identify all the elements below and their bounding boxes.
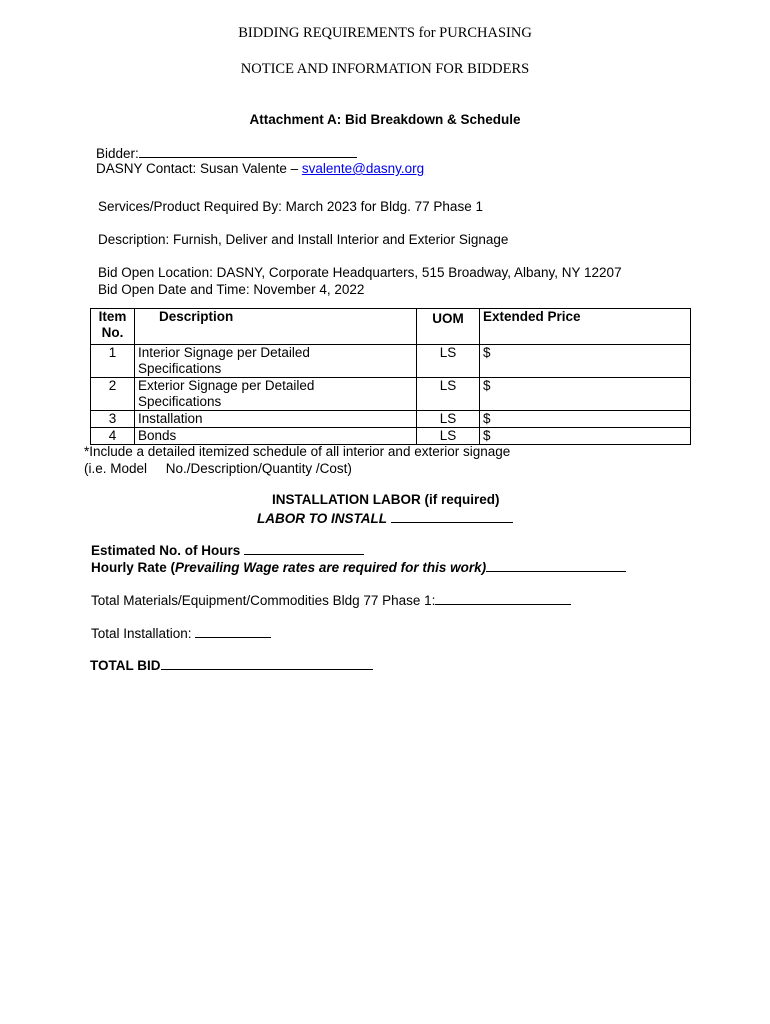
row-uom: LS xyxy=(417,378,480,411)
installation-labor-heading: INSTALLATION LABOR (if required) xyxy=(272,492,500,507)
total-installation-blank[interactable] xyxy=(195,624,271,638)
total-bid-blank[interactable] xyxy=(161,656,373,670)
row-uom: LS xyxy=(417,345,480,378)
row-description-line2: Specifications xyxy=(138,361,222,376)
row-item-no: 1 xyxy=(91,345,135,378)
labor-to-install-line xyxy=(257,509,513,526)
table-row xyxy=(91,378,691,411)
row-description: Installation xyxy=(135,411,417,428)
contact-label: DASNY Contact: Susan Valente – xyxy=(96,161,302,176)
row-item-no: 4 xyxy=(91,428,135,445)
table-row xyxy=(91,411,691,428)
labor-to-install-label: LABOR TO INSTALL xyxy=(257,511,391,526)
header-uom: UOM xyxy=(417,309,480,345)
row-price-field[interactable]: $ xyxy=(480,411,691,428)
row-price-field[interactable]: $ xyxy=(480,378,691,411)
itemized-note-example: (i.e. Model No./Description/Quantity /Cost) xyxy=(84,461,352,476)
bid-open-datetime: Bid Open Date and Time: November 4, 2022 xyxy=(98,282,365,297)
contact-email-link[interactable]: svalente@dasny.org xyxy=(301,161,425,176)
estimated-hours-blank[interactable] xyxy=(244,541,364,555)
header-item-label: Item xyxy=(98,309,127,324)
services-required: Services/Product Required By: March 2023 for Bldg. 77 Phase 1 xyxy=(98,199,483,214)
row-uom: LS xyxy=(417,411,480,428)
itemized-note: *Include a detailed itemized schedule of all interior and exterior signage xyxy=(84,444,511,459)
total-materials-label: Total Materials/Equipment/Commodities Bldg 77 Phase 1: xyxy=(91,593,436,608)
bid-breakdown-table xyxy=(90,308,691,445)
row-description xyxy=(135,378,417,411)
doc-subtitle: NOTICE AND INFORMATION FOR BIDDERS xyxy=(240,61,530,77)
labor-to-install-blank[interactable] xyxy=(391,509,513,523)
estimated-hours-line xyxy=(91,541,364,558)
total-installation-label: Total Installation: xyxy=(91,626,196,641)
bidder-line xyxy=(96,144,357,161)
total-materials-blank[interactable] xyxy=(435,591,571,605)
hourly-rate-blank[interactable] xyxy=(486,558,626,572)
row-description-line1: Exterior Signage per Detailed xyxy=(138,378,315,393)
header-extended-price: Extended Price xyxy=(480,309,691,345)
total-materials-line xyxy=(91,591,571,608)
hourly-rate-note: Prevailing Wage rates are required for this work) xyxy=(175,560,487,575)
header-no-label: No. xyxy=(101,325,124,340)
row-price-field[interactable]: $ xyxy=(480,428,691,445)
project-description: Description: Furnish, Deliver and Install Interior and Exterior Signage xyxy=(98,232,509,247)
row-item-no: 3 xyxy=(91,411,135,428)
header-item-no xyxy=(91,309,135,345)
row-description-line2: Specifications xyxy=(138,394,222,409)
table-row xyxy=(91,345,691,378)
bidder-label: Bidder: xyxy=(96,146,139,161)
attachment-heading: Attachment A: Bid Breakdown & Schedule xyxy=(249,112,521,127)
row-description xyxy=(135,345,417,378)
row-price-field[interactable]: $ xyxy=(480,345,691,378)
estimated-hours-label: Estimated No. of Hours xyxy=(91,543,245,558)
hourly-rate-label: Hourly Rate ( xyxy=(91,560,176,575)
bid-open-location: Bid Open Location: DASNY, Corporate Headquarters, 515 Broadway, Albany, NY 12207 xyxy=(98,265,622,280)
row-description-line1: Interior Signage per Detailed xyxy=(138,345,310,360)
table-header-row xyxy=(91,309,691,345)
header-description: Description xyxy=(135,309,417,345)
row-uom: LS xyxy=(417,428,480,445)
bidder-blank[interactable] xyxy=(139,144,357,158)
total-bid-label: TOTAL BID xyxy=(90,658,161,673)
row-item-no: 2 xyxy=(91,378,135,411)
row-description: Bonds xyxy=(135,428,417,445)
hourly-rate-line xyxy=(91,558,626,575)
doc-title: BIDDING REQUIREMENTS for PURCHASING xyxy=(238,25,532,41)
total-bid-line xyxy=(90,656,373,673)
table-row xyxy=(91,428,691,445)
total-installation-line xyxy=(91,624,271,641)
contact-line xyxy=(96,161,424,176)
